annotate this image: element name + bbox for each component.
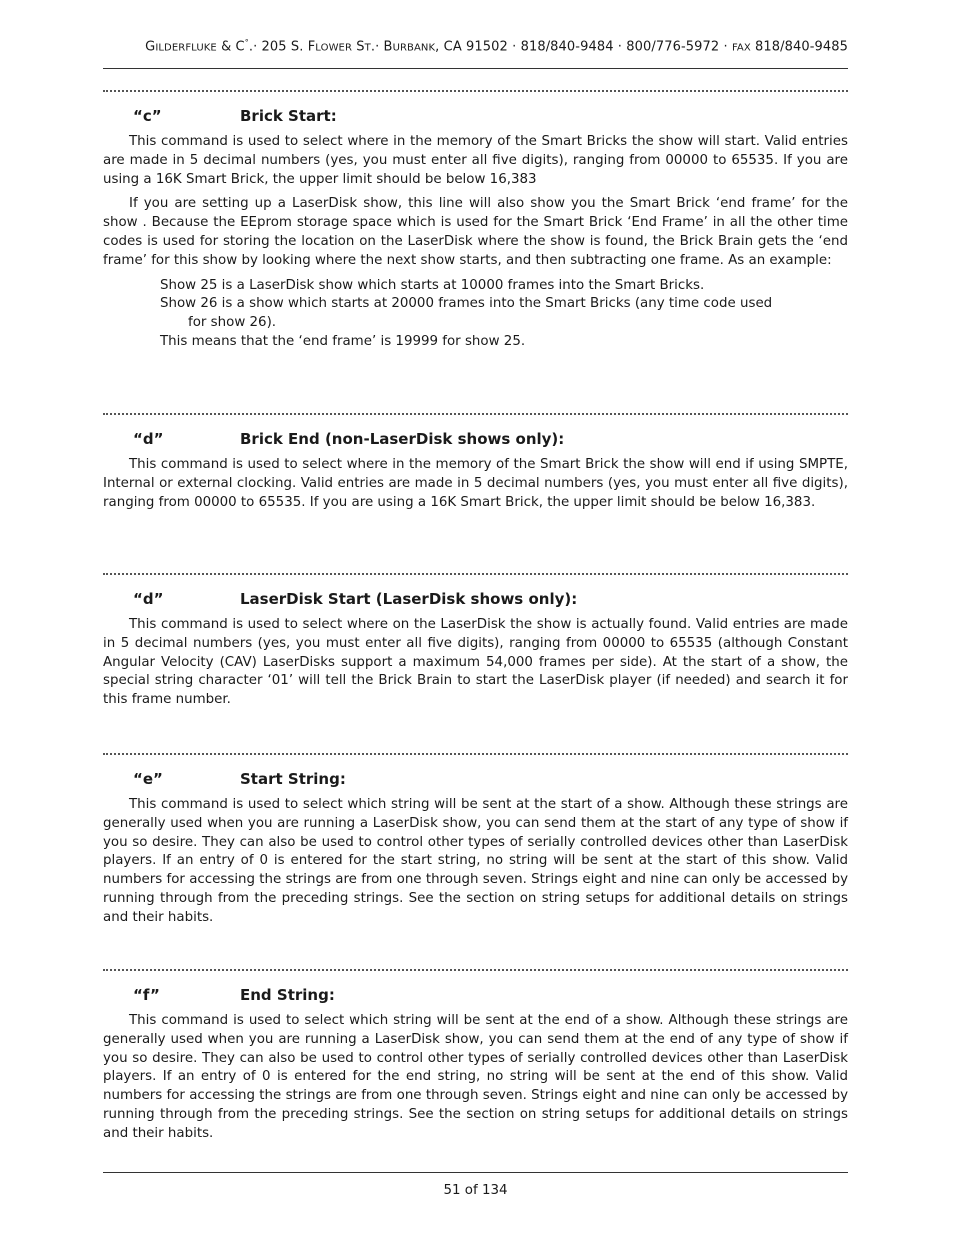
section-laserdisk-start [103,573,848,716]
paragraph: This command is used to select which string will be sent at the end of a show. Although these strings are generally used when you are running a LaserDisk show, you can send them at the end of any type of show if you so desire. They can also be used to control other types of serially controlled devices other than LaserDisk players. If an entry of 0 is entered for the end string, no string will be sent at the end of this show. Valid numbers for accessing the strings are from one through seven. Strings eight and nine can only be accessed by running through from the preceding strings. See the section on string setups for additional details on strings and their habits. [103,1013,848,1141]
header-text: , CA 91502 · 818/840-9484 · 800/776-5972 · [435,39,732,55]
header-text: FAX [731,42,751,54]
command-heading [103,770,848,788]
paragraph: This command is used to select where in the memory of the Smart Bricks the show will start. Valid entries are made in 5 decimal numbers (yes, you must enter all five digits), ranging from 00000 to 65535. If you are using a 16K Smart Brick, the upper limit should be below 16,383 [103,134,848,187]
header-text: & C [216,39,245,55]
header-rule [103,68,848,69]
paragraph: This command is used to select where on the LaserDisk the show is actually found. Valid entries are made in 5 decimal numbers (yes, you must enter all five digits), ranging from 00000 to 65535 (although Constant Angular Velocity (CAV) LaserDisks support a maximum 54,000 frames per side). At the start of a show, the special string character ‘01’ will tell the Brick Brain to start the LaserDisk player (if needed) and search it for this frame number. [103,617,848,708]
command-key: “d” [133,430,164,448]
dotted-divider [103,969,848,971]
command-title: Start String: [240,770,346,788]
header-text: G [145,39,156,55]
header-text: ° [244,38,249,47]
footer-rule [103,1172,848,1173]
header-text: URBANK [392,42,436,54]
header-text: S [352,39,365,55]
section-start-string [103,753,848,934]
page-number: 51 of 134 [443,1183,508,1198]
section-brick-end [103,413,848,518]
command-heading [103,107,848,125]
header-text: .· 205 S. F [248,39,316,55]
command-heading [103,430,848,448]
command-heading [103,986,848,1004]
dotted-divider [103,413,848,415]
section-brick-start [103,90,848,352]
header-text: .· B [370,39,393,55]
dotted-divider [103,90,848,92]
header-text: 818/840-9485 [750,39,848,55]
command-key: “f” [133,986,160,1004]
paragraph: If you are setting up a LaserDisk show, this line will also show you the Smart Brick ‘end frame’ for the show . Because the EEprom storage space which is used for the Smart Brick ‘End Frame’ in all the other time codes is used for storing the location on the LaserDisk where the show is found, the Brick Brain gets the ‘end frame’ for this show by looking where the next show starts, and then subtracting one frame. As an example: [103,196,848,268]
example-line: for show 26). [188,315,277,331]
command-title: Brick End (non-LaserDisk shows only): [240,430,565,448]
page-header [103,38,848,54]
example-line: This means that the ‘end frame’ is 19999 for show 25. [160,333,526,349]
example-line: Show 26 is a show which starts at 20000 frames into the Smart Bricks (any time code used [160,296,773,312]
example-block [160,277,830,352]
dotted-divider [103,753,848,755]
paragraph: This command is used to select which string will be sent at the start of a show. Although these strings are generally used when you are running a LaserDisk show, you can send them at the start of any type of show if you so desire. They can also be used to control other types of serially controlled devices other than LaserDisk players. If an entry of 0 is entered for the start string, no string will be sent at the start of this show. Valid numbers for accessing the strings are from one through seven. Strings eight and nine can only be accessed by running through from the preceding strings. See the section on string setups for additional details on strings and their habits. [103,797,848,925]
command-title: LaserDisk Start (LaserDisk shows only): [240,590,578,608]
example-line: Show 25 is a LaserDisk show which starts at 10000 frames into the Smart Bricks. [160,277,705,293]
header-text: ILDERFLUKE [155,42,217,54]
command-heading [103,590,848,608]
header-text: T [364,42,371,54]
dotted-divider [103,573,848,575]
command-key: “c” [133,107,162,125]
command-key: “d” [133,590,164,608]
header-text: LOWER [315,42,353,54]
command-key: “e” [133,770,163,788]
section-end-string [103,969,848,1150]
command-title: End String: [240,986,335,1004]
paragraph: This command is used to select where in the memory of the Smart Brick the show will end if using SMPTE, Internal or external clocking. Valid entries are made in 5 decimal numbers (yes, you must enter all five digits), ranging from 00000 to 65535. If you are using a 16K Smart Brick, the upper limit should be below 16,383. [103,457,848,510]
command-title: Brick Start: [240,107,337,125]
